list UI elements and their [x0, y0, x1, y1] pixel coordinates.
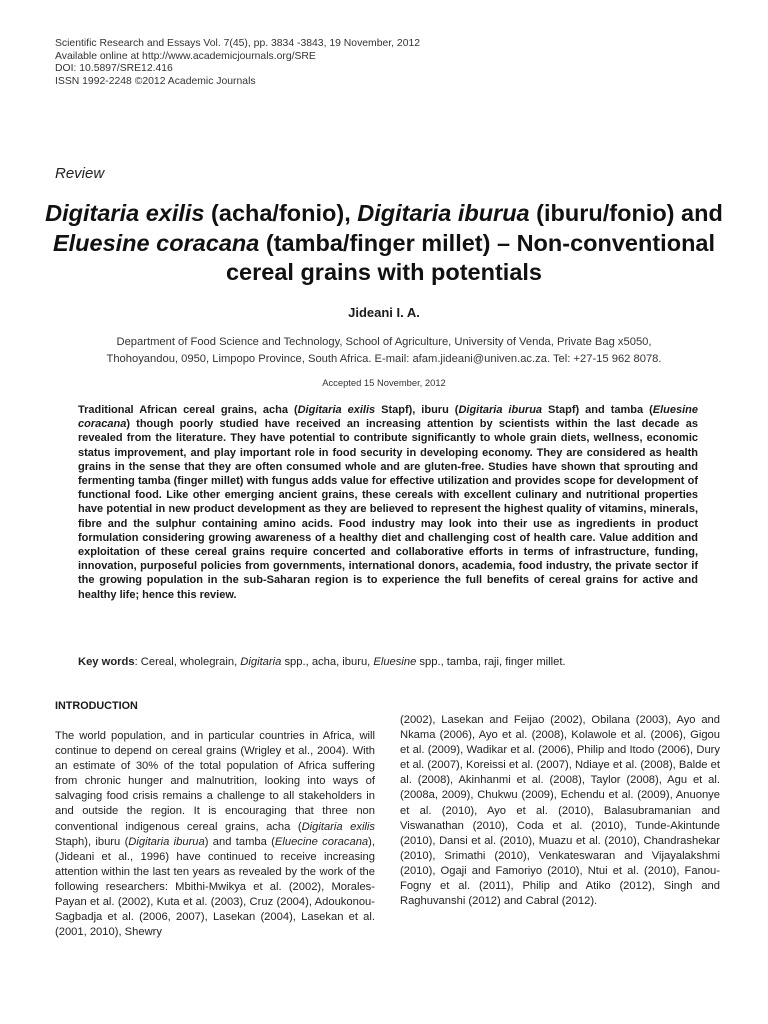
- affiliation: [70, 334, 698, 367]
- keywords: [78, 656, 698, 668]
- introduction-column-left: [55, 729, 375, 940]
- intro-text-3: ) and tamba (: [204, 835, 275, 848]
- affiliation-line-2: Thohoyandou, 0950, Limpopo Province, South Africa. E-mail: afam.jideani@univen.ac.za. Tel: +27-15 962 8078.: [106, 352, 662, 365]
- intro-text-4: ), (Jideani et al., 1996) have continued to receive increasing attention within the last ten years as revealed by the work of the following researchers: Mbithi-Mwikya et al. (2002), Morales-Payan et al. (2002), Kuta et al. (2003), Cruz (2004), Adoukonou-Sagbadja et al. (2006, 2007), Lasekan (2004), Lasekan et al. (2001, 2010), Shewry: [55, 835, 375, 939]
- affiliation-line-1: Department of Food Science and Technology, School of Agriculture, University of Venda, Private Bag x5050,: [116, 336, 652, 348]
- abstract-species-2: Digitaria iburua: [458, 404, 543, 416]
- abstract: [78, 403, 698, 602]
- abstract-text-4: ) though poorly studied have received an increasing attention by scientists within the last decade as revealed from the literature. They have potential to contribute significantly to whole grain diets, wellness, economic status improvement, and play important role in food security in developing economy. They are considered as health grains in the sense that they are often consumed whole and are gluten-free. Studies have shown that sprouting and fermenting tamba (finger millet) with fungus adds value for effective utilization and provides scope for development of functional food. Like other emerging ancient grains, these cereals with excellent culinary and nutritional properties have potential in new product development as they are believed to represent the highest quality of vitamins, minerals, fibre and the sulphur containing amino acids. Food industry may look into their use as ingredients in product formulation considering growing awareness of a healthy diet and challenging cost of health care. Value addition and exploitation of these cereal grains require concerted and collaborative efforts in terms of infrastructure, funding, innovation, purposeful policies from governments, international donors, academia, food industry, the private sector if the growing population in the sub-Saharan region is to experience the full benefits of cereal grains for active and healthy life; hence this review.: [78, 418, 698, 601]
- journal-url[interactable]: Available online at http://www.academicjournals.org/SRE: [55, 50, 316, 62]
- intro-text-2: Staph), iburu (: [55, 835, 129, 848]
- doi: DOI: 10.5897/SRE12.416: [55, 63, 173, 75]
- title-species-3: Eluesine coracana: [52, 229, 260, 256]
- keywords-text-2: spp., acha, iburu,: [281, 656, 374, 668]
- abstract-text-2: Stapf), iburu (: [375, 404, 459, 416]
- abstract-species-3: Eluesine coracana: [78, 404, 698, 431]
- intro-species-2: Digitaria iburua: [128, 835, 205, 848]
- abstract-text-3: Stapf) and tamba (: [542, 404, 653, 416]
- keywords-label: Key words: [78, 656, 135, 668]
- journal-citation: Scientific Research and Essays Vol. 7(45), pp. 3834 -3843, 19 November, 2012: [55, 38, 421, 49]
- author-name: Jideani I. A.: [348, 305, 420, 320]
- journal-header: [55, 38, 420, 88]
- article-title: [40, 199, 728, 288]
- abstract-text-1: Traditional African cereal grains, acha (: [78, 404, 298, 416]
- issn: ISSN 1992-2248 ©2012 Academic Journals: [55, 75, 256, 87]
- abstract-species-1: Digitaria exilis: [297, 404, 376, 416]
- title-text-2: (iburu/fonio) and: [529, 200, 723, 226]
- title-species-2: Digitaria iburua: [357, 200, 530, 226]
- keywords-genus-2: Eluesine: [373, 656, 417, 668]
- title-species-1: Digitaria exilis: [45, 200, 205, 226]
- intro-species-1: Digitaria exilis: [301, 820, 375, 833]
- intro-species-3: Eluecine coracana: [274, 835, 369, 848]
- title-text-3: (tamba/finger millet) – Non-conventional cereal grains with potentials: [225, 229, 716, 285]
- keywords-text-3: spp., tamba, raji, finger millet.: [416, 656, 566, 668]
- introduction-column-right: (2002), Lasekan and Feijao (2002), Obilana (2003), Ayo and Nkama (2006), Ayo et al. (2008), Kolawole et al. (2006), Gigou et al. (2009), Wadikar et al. (2006), Philip and Itodo (2006), Dury et al. (2007), Koreissi et al. (2007), Ndiaye et al. (2008), Balde et al. (2008), Akinhanmi et al. (2008), Taylor (2008), Agu et al. (2008a, 2009), Chukwu (2009), Echendu et al. (2009), Anuonye et al. (2010), Ayo et al. (2010), Balasubramanian and Viswanathan (2010), Coda et al. (2010), Tunde-Akintunde (2010), Dansi et al. (2010), Muazu et al. (2010), Chandrashekar (2010), Srimathi (2010), Venkateswaran and Vijayalakshmi (2010), Ogaji and Famoriyo (2010), Ntui et al. (2010), Fanou-Fogny et al. (2011), Philip and Atiko (2012), Singh and Raghuvanshi (2012) and Cabral (2012).: [400, 714, 720, 908]
- accepted-date: Accepted 15 November, 2012: [322, 377, 446, 388]
- keywords-genus-1: Digitaria: [240, 656, 282, 668]
- intro-text-1: The world population, and in particular countries in Africa, will continue to depend on cereal grains (Wrigley et al., 2004). With an estimate of 30% of the total population of Africa suffering from chronic hunger and malnutrition, looking into ways of salvaging food crisis remains a challenge to all stakeholders in and outside the region. It is encouraging that three non conventional indigenous cereal grains, acha (: [55, 730, 375, 833]
- keywords-text-1: : Cereal, wholegrain,: [134, 656, 241, 668]
- introduction-heading: INTRODUCTION: [55, 700, 138, 712]
- title-text-1: (acha/fonio),: [204, 200, 358, 226]
- article-type: Review: [55, 165, 105, 182]
